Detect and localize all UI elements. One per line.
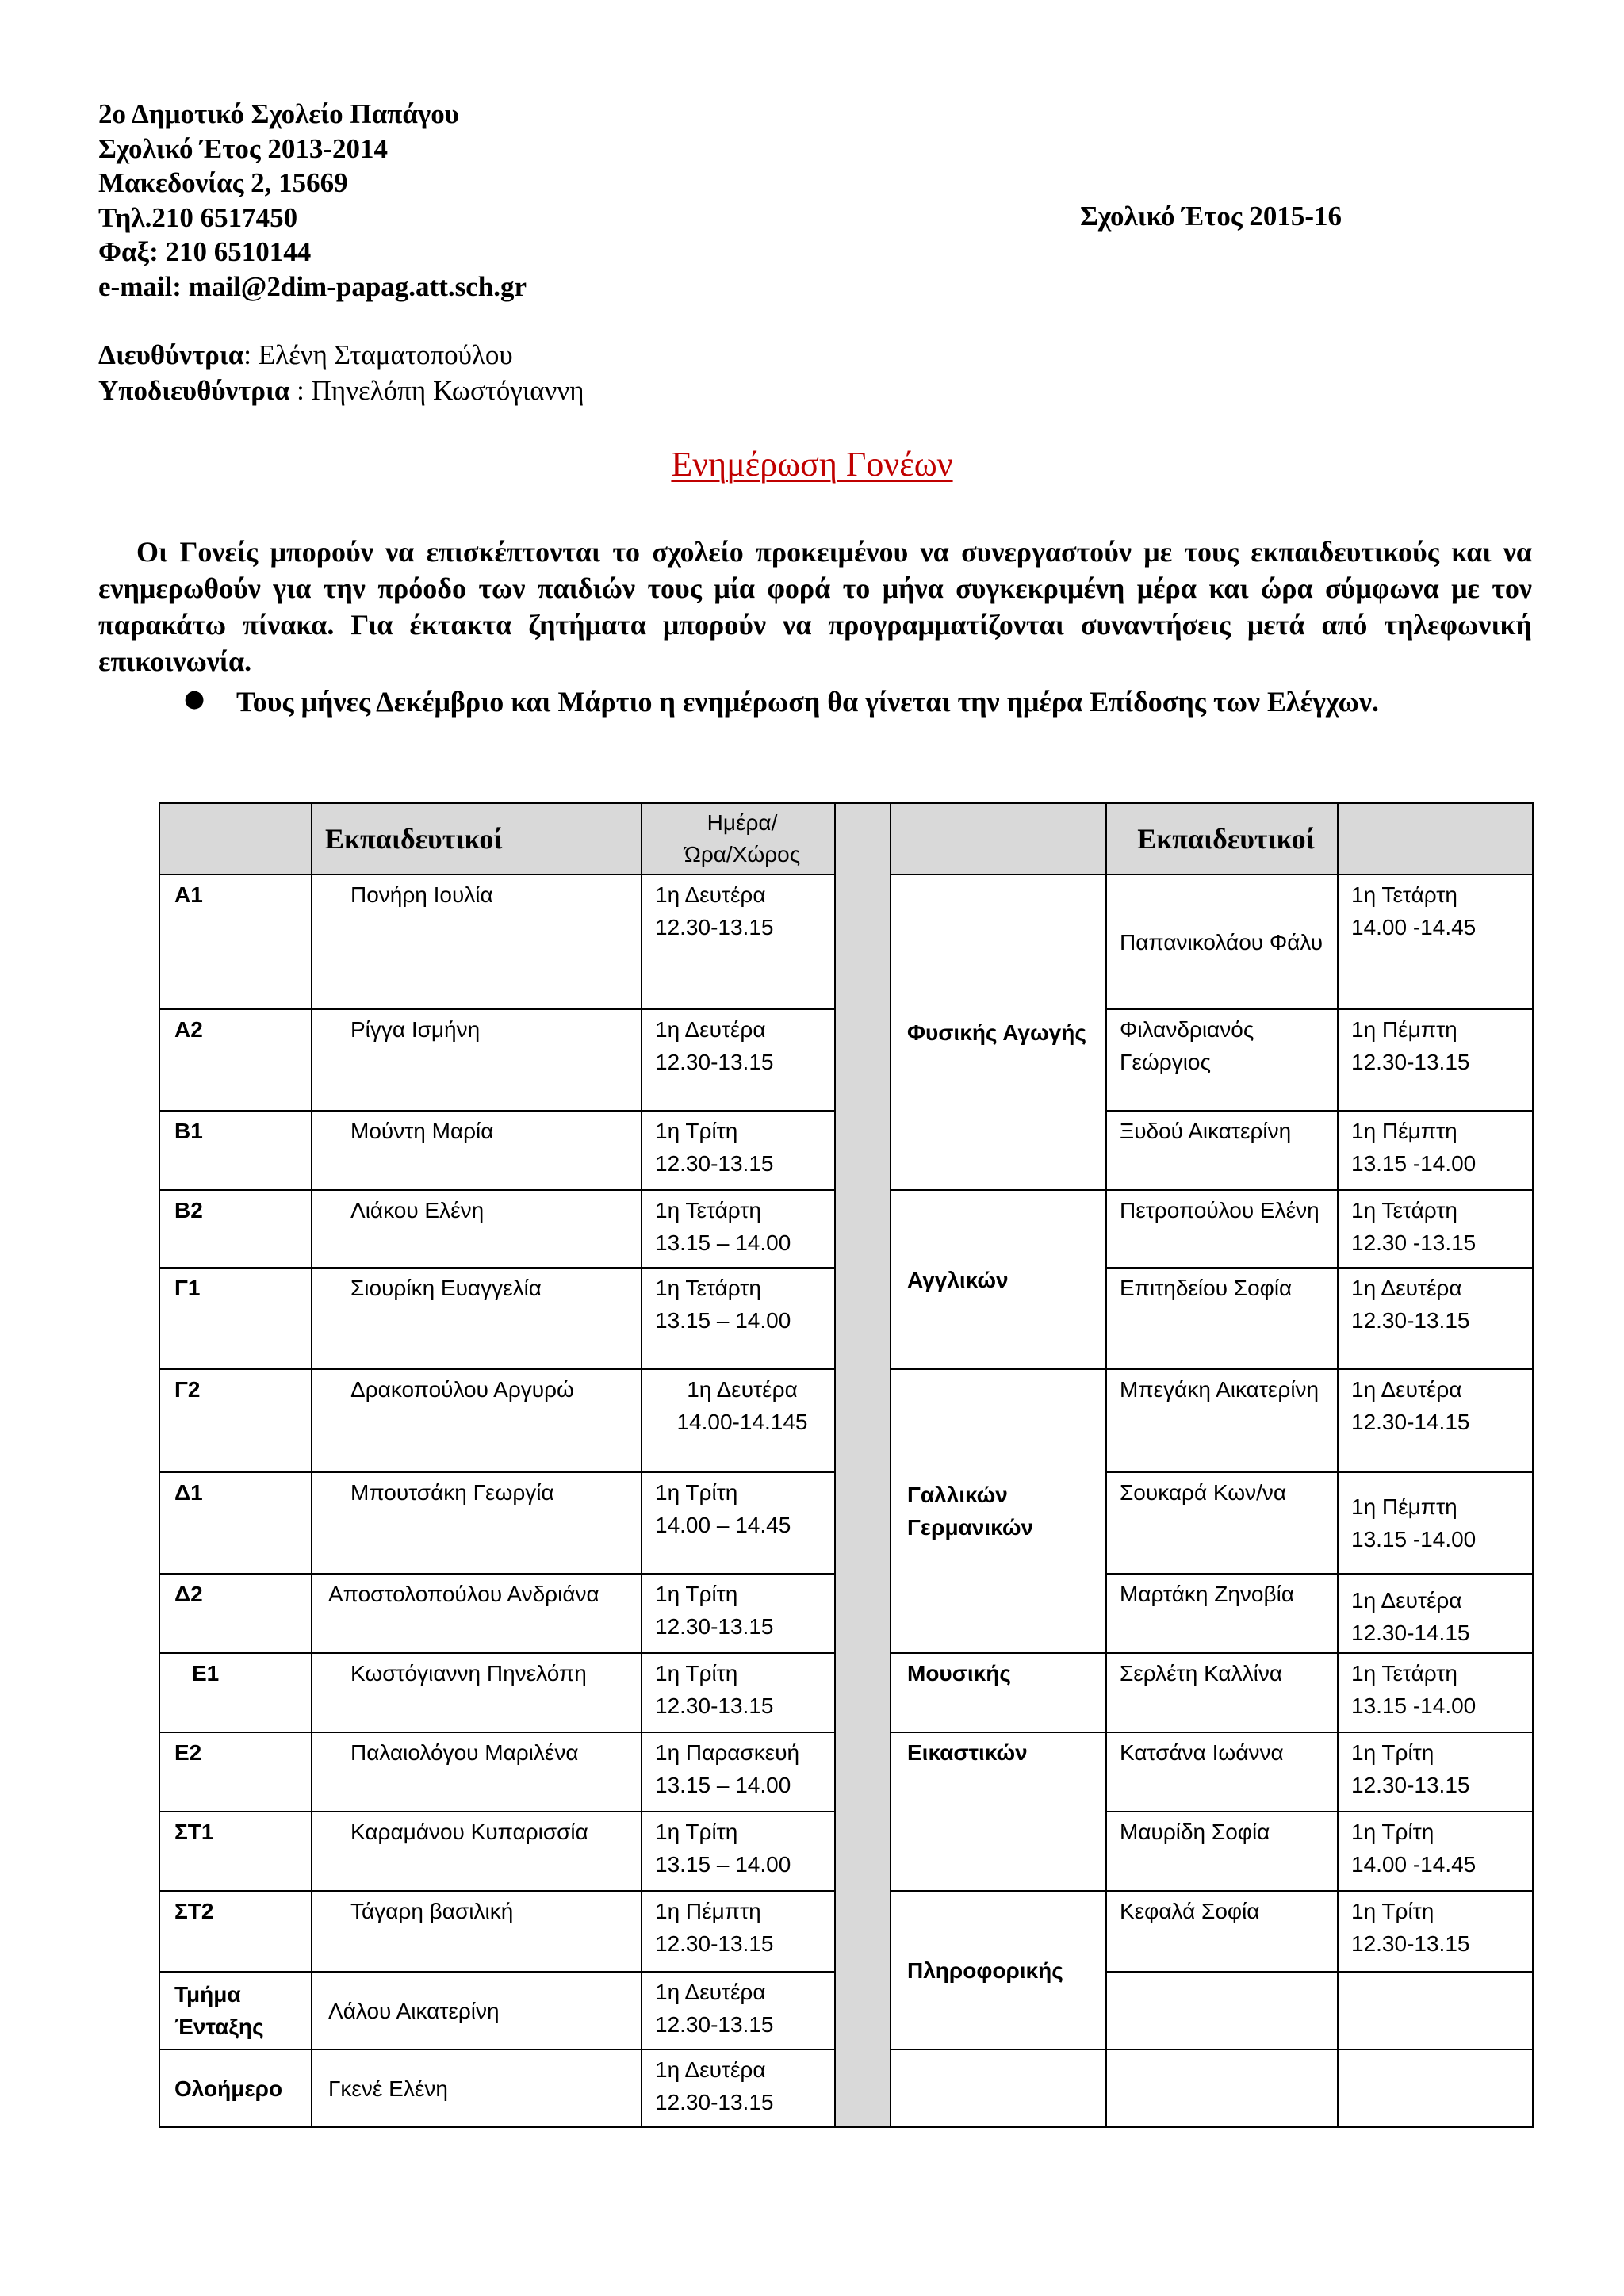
time-cell [642, 1574, 835, 1653]
time-cell [1338, 1268, 1533, 1369]
class-cell: Γ2 [159, 1369, 312, 1472]
class-cell: Γ1 [159, 1268, 312, 1369]
meeting-time: 12.30-14.15 [1351, 1410, 1470, 1434]
meeting-time: 13.15 – 14.00 [655, 1230, 791, 1255]
meeting-day: 1η Δευτέρα [687, 1377, 798, 1402]
header-time-line2: Ώρα/Χώρος [684, 842, 801, 867]
class-cell: Ε2 [159, 1732, 312, 1812]
header-time [642, 803, 835, 874]
right-teacher-name: Φιλανδριανός Γεώργιος [1106, 1009, 1338, 1111]
meeting-time: 12.30-13.15 [655, 1151, 774, 1176]
teacher-name: Δρακοπούλου Αργυρώ [312, 1369, 642, 1472]
time-cell [642, 1812, 835, 1891]
right-teacher-name: Επιτηδείου Σοφία [1106, 1268, 1338, 1369]
meeting-day: 1η Τετάρτη [655, 1276, 761, 1300]
meeting-time: 14.00 -14.45 [1351, 915, 1477, 939]
table-divider [835, 803, 891, 2127]
meeting-time: 12.30-13.15 [1351, 1050, 1470, 1074]
time-cell [1338, 1653, 1533, 1732]
meeting-time: 12.30-13.15 [655, 2090, 774, 2114]
school-name: 2ο Δημοτικό Σχολείο Παπάγου [98, 98, 459, 129]
school-year-current: Σχολικό Έτος 2015-16 [1080, 201, 1342, 232]
meeting-time: 14.00 -14.45 [1351, 1852, 1477, 1877]
bullet-text: Τους μήνες Δεκέμβριο και Μάρτιο η ενημέρωση θα γίνεται την ημέρα Επίδοσης των Ελέγχων. [236, 686, 1379, 718]
meeting-day: 1η Δευτέρα [1351, 1377, 1462, 1402]
time-cell [642, 2049, 835, 2127]
page-title: Ενημέρωση Γονέων [671, 445, 953, 484]
class-cell: Ολοήμερο [159, 2049, 312, 2127]
teacher-name: Παλαιολόγου Μαριλένα [312, 1732, 642, 1812]
meeting-day: 1η Τρίτη [1351, 1740, 1434, 1765]
time-cell [642, 1472, 835, 1574]
meeting-day: 1η Πέμπτη [1351, 1494, 1457, 1519]
director-label: Διευθύντρια [98, 339, 244, 370]
intro-paragraph: Οι Γονείς μπορούν να επισκέπτονται το σχολείο προκειμένου να συνεργαστούν με τους εκπαιδευτικούς και να ενημερωθούν για την πρόοδο των παιδιών τους μία φορά το μήνα συγκεκριμένη μέρα και ώρα σύμφωνα με τον παρακάτω πίνακα. Για έκτακτα ζητήματα μπορούν να προγραμματίζονται συναντήσεις μετά από τηλεφωνική επικοινωνία. [98, 536, 1532, 677]
meeting-day: 1η Τρίτη [1351, 1899, 1434, 1923]
header-teachers-right: Εκπαιδευτικοί [1106, 803, 1338, 874]
meeting-time: 12.30-13.15 [1351, 1308, 1470, 1333]
director-line [98, 337, 584, 373]
meeting-day: 1η Τρίτη [1351, 1820, 1434, 1844]
meeting-time: 13.15 -14.00 [1351, 1527, 1477, 1552]
subject-cell: Φυσικής Αγωγής [891, 874, 1106, 1190]
empty-cell [1338, 2049, 1533, 2127]
time-cell [1338, 1812, 1533, 1891]
class-cell: Ε1 [159, 1653, 312, 1732]
intro-paragraph-wrap [98, 534, 1532, 679]
meeting-time: 12.30-14.15 [1351, 1621, 1470, 1645]
staff-block [98, 337, 584, 408]
meeting-day: 1η Δευτέρα [1351, 1588, 1462, 1613]
right-teacher-name: Κατσάνα Ιωάννα [1106, 1732, 1338, 1812]
empty-cell [1338, 1972, 1533, 2049]
meeting-time: 13.15 – 14.00 [655, 1773, 791, 1797]
right-teacher-name: Παπανικολάου Φάλυ [1106, 874, 1338, 1009]
class-cell: ΣΤ2 [159, 1891, 312, 1972]
bullet-icon: ● [184, 685, 205, 713]
teacher-name: Αποστολοπούλου Ανδριάνα [312, 1574, 642, 1653]
time-cell [642, 1190, 835, 1268]
deputy-name: : Πηνελόπη Κωστόγιαννη [289, 375, 584, 406]
time-cell [642, 1111, 835, 1190]
meeting-day: 1η Τρίτη [655, 1820, 738, 1844]
class-cell: Δ1 [159, 1472, 312, 1574]
time-cell [1338, 1472, 1533, 1574]
meeting-time: 12.30-13.15 [655, 1693, 774, 1718]
meeting-day: 1η Τετάρτη [655, 1198, 761, 1223]
right-teacher-name: Σουκαρά Κων/να [1106, 1472, 1338, 1574]
school-email: e-mail: mail@2dim-papag.att.sch.gr [98, 270, 527, 302]
right-teacher-name: Μαρτάκη Ζηνοβία [1106, 1574, 1338, 1653]
time-cell [642, 1369, 835, 1472]
class-cell: Δ2 [159, 1574, 312, 1653]
teacher-name: Πονήρη Ιουλία [312, 874, 642, 1009]
header-teachers: Εκπαιδευτικοί [312, 803, 642, 874]
class-cell: Α1 [159, 874, 312, 1009]
meeting-day: 1η Πέμπτη [1351, 1119, 1457, 1143]
meeting-time: 12.30 -13.15 [1351, 1230, 1477, 1255]
meeting-time: 12.30-13.15 [655, 1931, 774, 1956]
teacher-name: Κωστόγιαννη Πηνελόπη [312, 1653, 642, 1732]
director-name: : Ελένη Σταματοπούλου [243, 339, 513, 370]
meeting-day: 1η Τρίτη [655, 1480, 738, 1505]
time-cell [642, 1268, 835, 1369]
time-cell [642, 1009, 835, 1111]
teacher-name: Λιάκου Ελένη [312, 1190, 642, 1268]
meeting-time: 14.00 – 14.45 [655, 1513, 791, 1537]
right-teacher-name: Πετροπούλου Ελένη [1106, 1190, 1338, 1268]
meeting-time: 12.30-13.15 [655, 2012, 774, 2037]
meeting-day: 1η Τρίτη [655, 1582, 738, 1606]
subject-cell: Πληροφορικής [891, 1891, 1106, 2049]
meeting-day: 1η Δευτέρα [655, 1980, 766, 2004]
school-address: Μακεδονίας 2, 15669 [98, 167, 348, 198]
empty-cell [1106, 1972, 1338, 2049]
meeting-day: 1η Δευτέρα [655, 882, 766, 907]
meeting-time: 14.00-14.145 [676, 1410, 808, 1434]
time-cell [642, 1972, 835, 2049]
meeting-day: 1η Δευτέρα [655, 1017, 766, 1042]
meeting-time: 13.15 -14.00 [1351, 1693, 1477, 1718]
meeting-day: 1η Τετάρτη [1351, 882, 1457, 907]
school-fax: Φαξ: 210 6510144 [98, 236, 312, 267]
meeting-day: 1η Πέμπτη [1351, 1017, 1457, 1042]
table-header-row [159, 803, 1533, 874]
right-teacher-name: Μαυρίδη Σοφία [1106, 1812, 1338, 1891]
teacher-name: Μπουτσάκη Γεωργία [312, 1472, 642, 1574]
class-cell: Α2 [159, 1009, 312, 1111]
teacher-name: Λάλου Αικατερίνη [312, 1972, 642, 2049]
right-teacher-name: Ξυδού Αικατερίνη [1106, 1111, 1338, 1190]
teacher-name: Γκενέ Ελένη [312, 2049, 642, 2127]
schedule-table [159, 802, 1534, 2128]
time-cell [1338, 1574, 1533, 1653]
time-cell [1338, 874, 1533, 1009]
time-cell [642, 1653, 835, 1732]
meeting-day: 1η Τετάρτη [1351, 1661, 1457, 1686]
time-cell [1338, 1111, 1533, 1190]
meeting-day: 1η Δευτέρα [655, 2057, 766, 2082]
subject-cell: Μουσικής [891, 1653, 1106, 1732]
empty-cell [1106, 2049, 1338, 2127]
teacher-name: Καραμάνου Κυπαρισσία [312, 1812, 642, 1891]
school-header [98, 97, 527, 304]
meeting-time: 13.15 – 14.00 [655, 1852, 791, 1877]
right-teacher-name: Μπεγάκη Αικατερίνη [1106, 1369, 1338, 1472]
deputy-line [98, 373, 584, 408]
time-cell [1338, 1891, 1533, 1972]
meeting-time: 12.30-13.15 [1351, 1931, 1470, 1956]
deputy-label: Υποδιευθύντρια [98, 375, 290, 406]
header-time-line1: Ημέρα/ [707, 810, 778, 835]
subject-cell: Γαλλικών Γερμανικών [891, 1369, 1106, 1653]
meeting-time: 12.30-13.15 [655, 915, 774, 939]
class-cell: ΣΤ1 [159, 1812, 312, 1891]
meeting-day: 1η Τετάρτη [1351, 1198, 1457, 1223]
meeting-day: 1η Πέμπτη [655, 1899, 761, 1923]
meeting-time: 12.30-13.15 [1351, 1773, 1470, 1797]
empty-cell [891, 2049, 1106, 2127]
class-cell: Β1 [159, 1111, 312, 1190]
time-cell [642, 874, 835, 1009]
meeting-day: 1η Τρίτη [655, 1661, 738, 1686]
right-teacher-name: Κεφαλά Σοφία [1106, 1891, 1338, 1972]
page-title-wrap [0, 444, 1624, 484]
meeting-day: 1η Τρίτη [655, 1119, 738, 1143]
meeting-time: 12.30-13.15 [655, 1050, 774, 1074]
class-cell: Β2 [159, 1190, 312, 1268]
teacher-name: Τάγαρη βασιλική [312, 1891, 642, 1972]
school-phone: Τηλ.210 6517450 [98, 201, 298, 233]
school-year-old: Σχολικό Έτος 2013-2014 [98, 132, 389, 164]
meeting-day: 1η Δευτέρα [1351, 1276, 1462, 1300]
time-cell [1338, 1009, 1533, 1111]
time-cell [642, 1732, 835, 1812]
meeting-day: 1η Παρασκευή [655, 1740, 800, 1765]
teacher-name: Σιουρίκη Ευαγγελία [312, 1268, 642, 1369]
meeting-time: 13.15 – 14.00 [655, 1308, 791, 1333]
meeting-time: 12.30-13.15 [655, 1614, 774, 1639]
subject-cell: Εικαστικών [891, 1732, 1106, 1891]
teacher-name: Μούντη Μαρία [312, 1111, 642, 1190]
meeting-time: 13.15 -14.00 [1351, 1151, 1477, 1176]
time-cell [1338, 1190, 1533, 1268]
time-cell [1338, 1732, 1533, 1812]
subject-cell: Αγγλικών [891, 1190, 1106, 1369]
right-teacher-name: Σερλέτη Καλλίνα [1106, 1653, 1338, 1732]
time-cell [1338, 1369, 1533, 1472]
teacher-name: Ρίγγα Ισμήνη [312, 1009, 642, 1111]
class-cell: Τμήμα Ένταξης [159, 1972, 312, 2049]
time-cell [642, 1891, 835, 1972]
